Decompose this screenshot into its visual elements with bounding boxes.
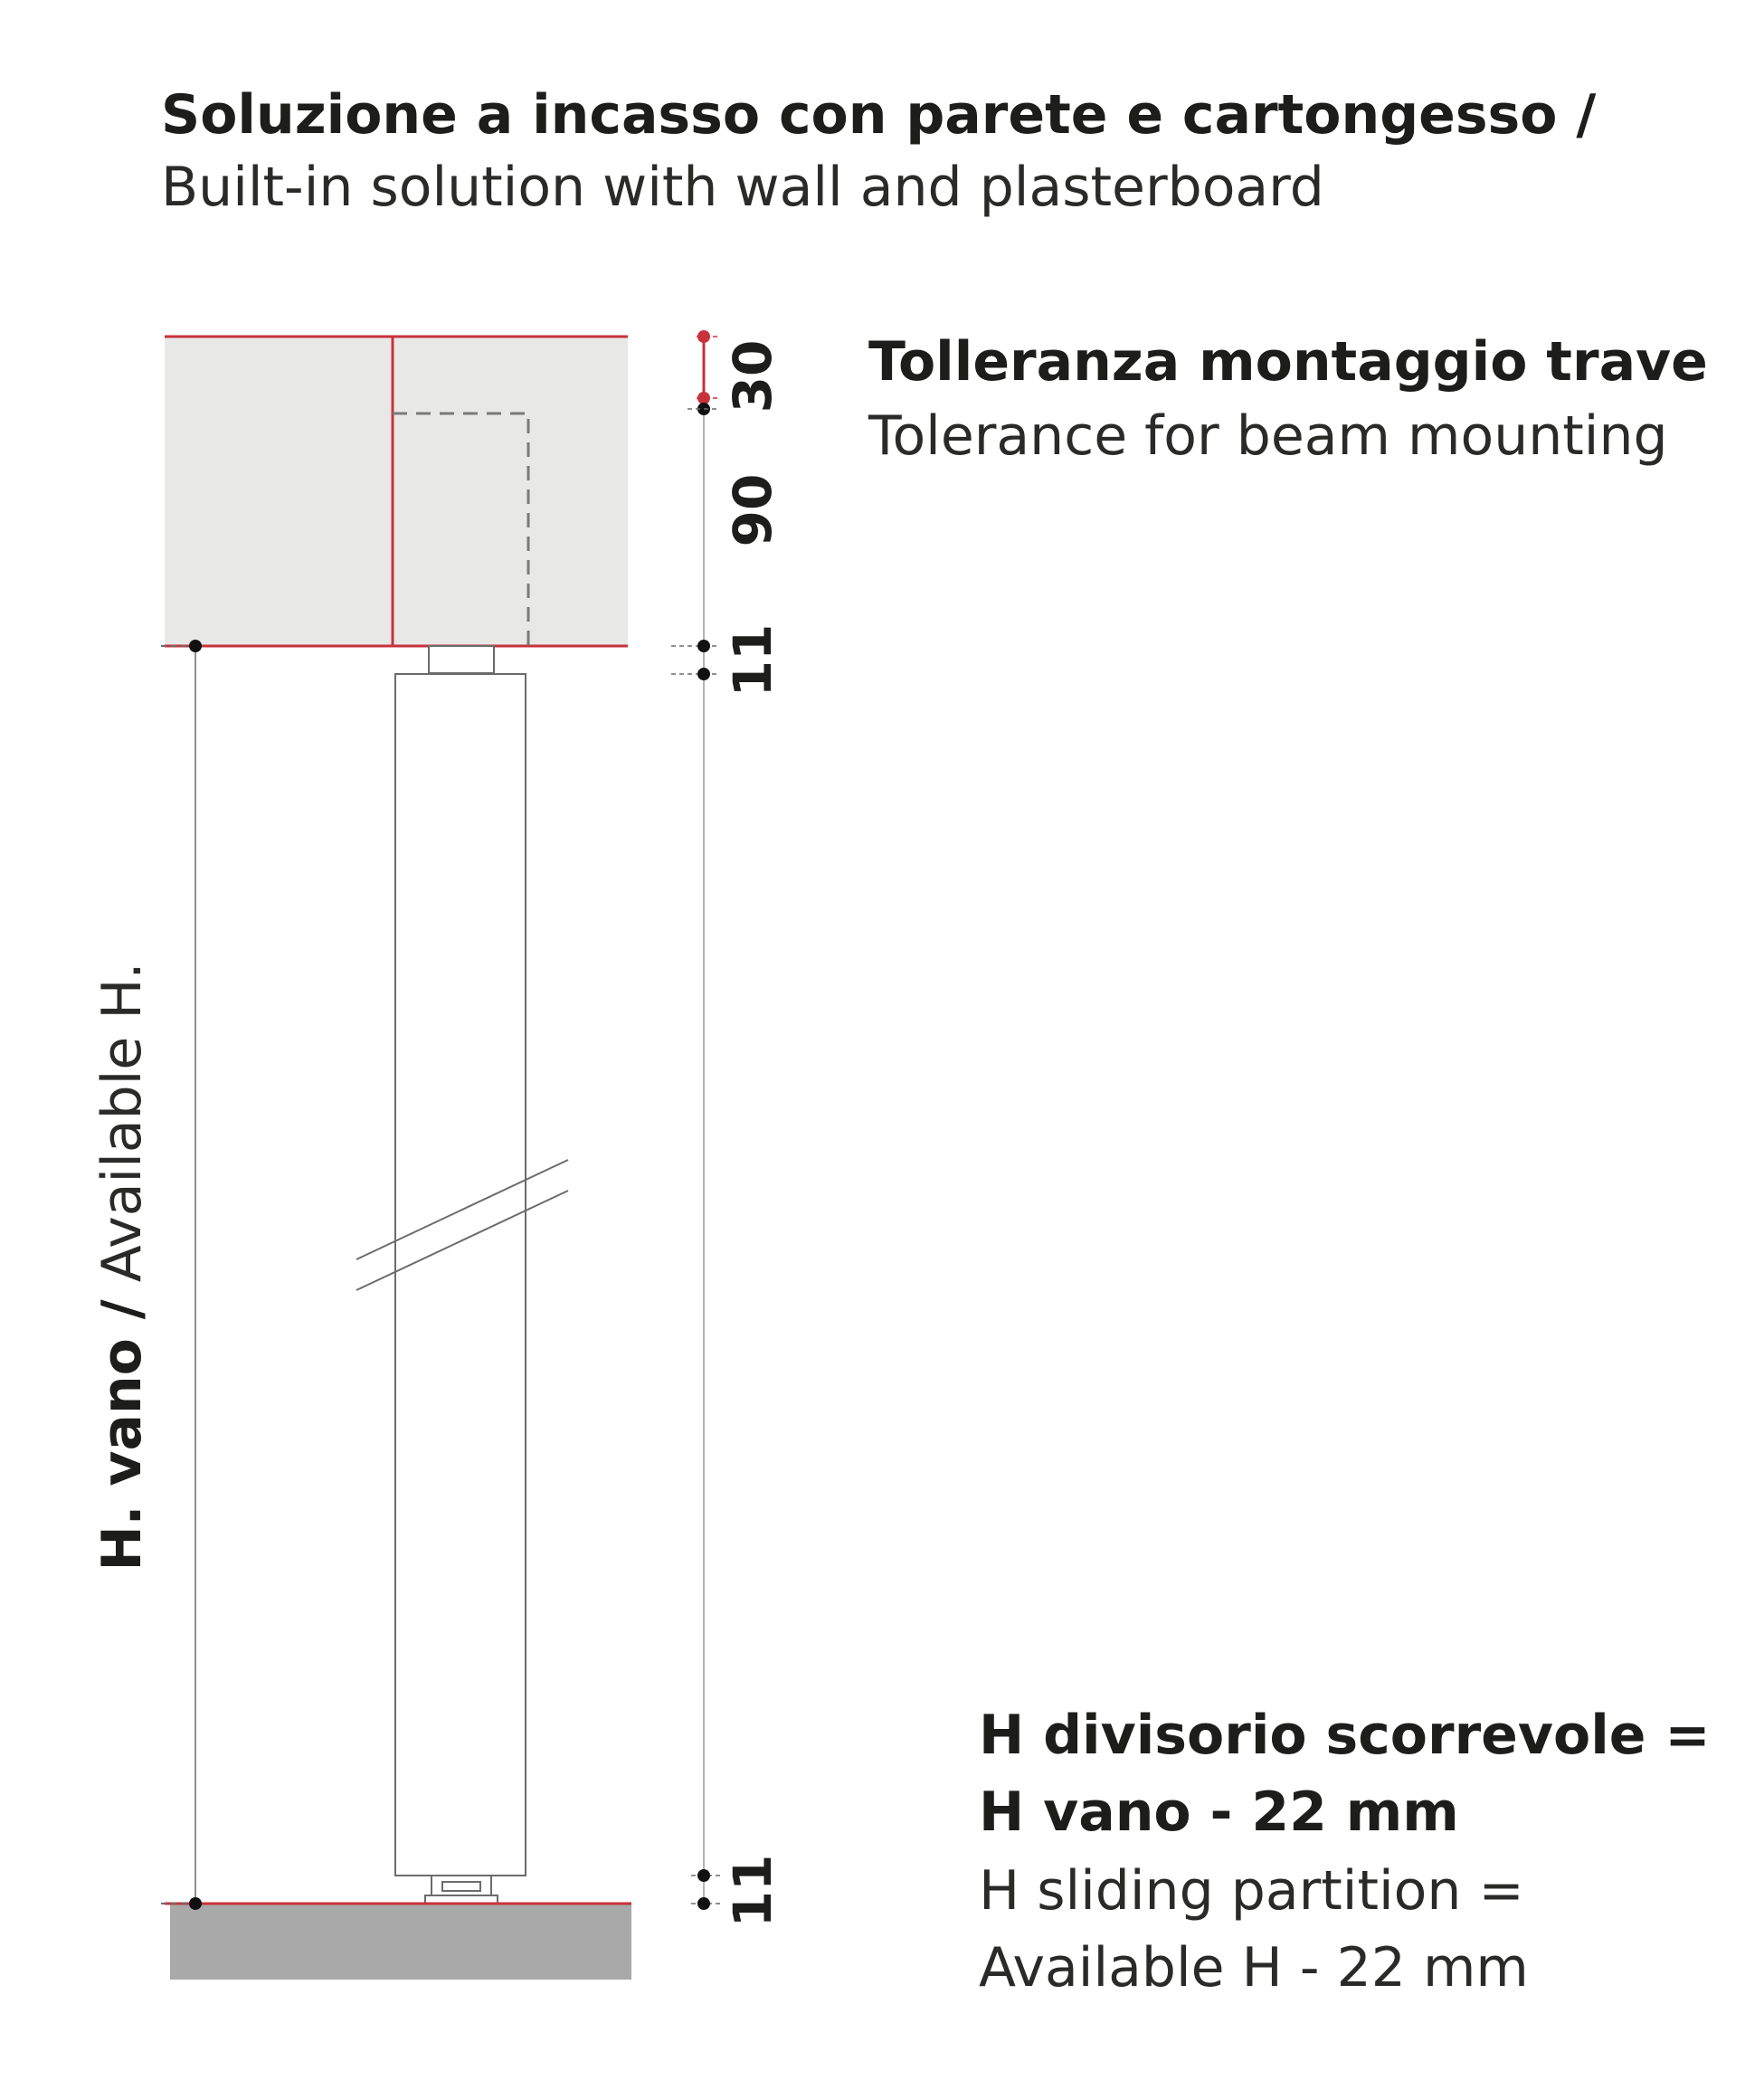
tolerance-dot-top	[697, 330, 710, 343]
available-height-label-italian: H. vano /	[90, 1299, 154, 1572]
tolerance-note-english: Tolerance for beam mounting	[868, 404, 1668, 468]
top-connector	[429, 646, 494, 673]
formula-english-line2: Available H - 22 mm	[979, 1936, 1529, 1999]
beam-dimension-value: 90	[722, 473, 783, 547]
tolerance-dimension-value: 30	[722, 339, 783, 413]
tolerance-note-italian: Tolleranza montaggio trave	[868, 330, 1708, 394]
available-height-label-english: Available H.	[90, 962, 154, 1283]
dimension-dot	[697, 1897, 710, 1910]
dimension-dot	[697, 1869, 710, 1882]
sliding-panel	[395, 674, 526, 1876]
bottom-guide-inner	[442, 1882, 480, 1891]
top-gap-dimension-value: 11	[722, 623, 783, 698]
dimension-dot	[189, 640, 202, 652]
beam-block	[165, 337, 628, 646]
tolerance-dot-bottom	[697, 392, 710, 404]
title-english: Built-in solution with wall and plasterboard	[161, 156, 1324, 219]
formula-italian-line1: H divisorio scorrevole =	[979, 1704, 1711, 1767]
formula-english-line1: H sliding partition =	[979, 1859, 1524, 1923]
dimension-dot	[189, 1897, 202, 1910]
floor-block	[170, 1904, 631, 1980]
formula-italian-line2: H vano - 22 mm	[979, 1781, 1459, 1844]
title-italian: Soluzione a incasso con parete e cartongesso /	[161, 83, 1597, 147]
bottom-gap-dimension-value: 11	[722, 1854, 783, 1928]
dimension-dot	[697, 668, 710, 680]
dimension-dot	[697, 640, 710, 652]
